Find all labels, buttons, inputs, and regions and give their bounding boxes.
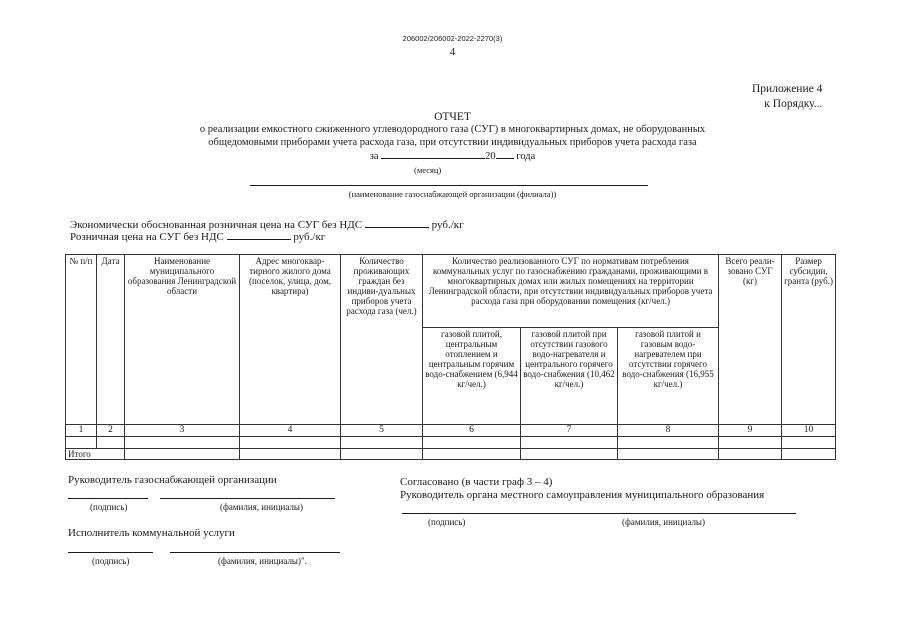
economic-price-line bbox=[70, 219, 464, 231]
table-cell[interactable] bbox=[618, 437, 719, 449]
col-number-4: 4 bbox=[240, 425, 341, 437]
head-name-line[interactable] bbox=[160, 498, 335, 499]
head-signature-line[interactable] bbox=[68, 498, 148, 499]
head-name-caption: (фамилия, инициалы) bbox=[220, 502, 303, 512]
retail-price-blank[interactable] bbox=[227, 231, 291, 240]
col-header-date: Дата bbox=[97, 255, 125, 425]
municipal-signature-caption: (подпись) bbox=[428, 517, 466, 527]
col-header-stove-central: газовой плитой, центральным отоплением и центральным горячим водо-снабжением (6,944 кг/чел.) bbox=[423, 328, 521, 425]
economic-price-unit: руб./кг bbox=[431, 219, 464, 231]
table-cell[interactable] bbox=[97, 437, 125, 449]
table-number-row bbox=[66, 425, 836, 437]
head-signature-title: Руководитель газоснабжающей организации bbox=[68, 474, 277, 486]
report-table bbox=[65, 254, 836, 460]
col-header-address: Адрес многоквар-тирного жилого дома (поселок, улица, дом, квартира) bbox=[240, 255, 341, 425]
table-cell[interactable] bbox=[782, 437, 836, 449]
table-total-row bbox=[66, 449, 836, 460]
table-cell[interactable] bbox=[719, 437, 782, 449]
year-blank[interactable] bbox=[496, 150, 514, 159]
report-heading: ОТЧЕТ bbox=[434, 111, 471, 123]
col-number-3: 3 bbox=[125, 425, 240, 437]
municipal-signature-line[interactable] bbox=[402, 513, 796, 514]
report-period bbox=[0, 150, 905, 163]
table-cell[interactable] bbox=[719, 449, 782, 460]
table-cell[interactable] bbox=[66, 437, 97, 449]
org-caption: (наименование газоснабжающей организации (филиала)) bbox=[348, 189, 557, 199]
table-cell[interactable] bbox=[125, 449, 240, 460]
executor-name-line[interactable] bbox=[170, 552, 340, 553]
retail-price-label: Розничная цена на СУГ без НДС bbox=[70, 231, 224, 243]
table-cell[interactable] bbox=[341, 437, 423, 449]
col-number-9: 9 bbox=[719, 425, 782, 437]
table-cell[interactable] bbox=[125, 437, 240, 449]
table-cell[interactable] bbox=[782, 449, 836, 460]
executor-signature-line[interactable] bbox=[68, 552, 153, 553]
retail-price-line bbox=[70, 231, 325, 243]
table-row bbox=[66, 437, 836, 449]
retail-price-unit: руб./кг bbox=[293, 231, 326, 243]
municipal-name-caption: (фамилия, инициалы) bbox=[622, 517, 705, 527]
period-year: 20 bbox=[485, 151, 496, 162]
report-subtitle-line-1: о реализации емкостного сжиженного углеводородного газа (СУГ) в многоквартирных домах, не оборудованных bbox=[199, 124, 706, 135]
period-prefix: за bbox=[369, 151, 379, 162]
col-header-stove-heater: газовой плитой и газовым водо-нагревателем при отсутствии горячего водо-снабжения (16,955 кг/чел.) bbox=[618, 328, 719, 425]
col-header-residents: Количество проживающих граждан без индиви-дуальных приборов учета расхода газа (чел.) bbox=[341, 255, 423, 425]
executor-signature-caption: (подпись) bbox=[92, 556, 130, 566]
table-cell[interactable] bbox=[341, 449, 423, 460]
table-cell[interactable] bbox=[423, 449, 521, 460]
col-number-5: 5 bbox=[341, 425, 423, 437]
agreed-title: Согласовано (в части граф 3 – 4) bbox=[400, 476, 553, 488]
table-header-row-1 bbox=[66, 255, 836, 328]
report-subtitle-line-2: общедомовыми приборами учета расхода газа, при отсутствии индивидуальных приборов учета расхода газа bbox=[208, 137, 697, 148]
col-header-subsidy: Размер субсидии, гранта (руб.) bbox=[782, 255, 836, 425]
col-number-7: 7 bbox=[521, 425, 618, 437]
col-header-municipality: Наименование муниципального образования Ленинградской области bbox=[125, 255, 240, 425]
table-cell[interactable] bbox=[240, 437, 341, 449]
col-number-8: 8 bbox=[618, 425, 719, 437]
table-cell[interactable] bbox=[521, 437, 618, 449]
col-number-10: 10 bbox=[782, 425, 836, 437]
document-number: 206002/206002-2022-2270(3) bbox=[402, 34, 503, 43]
head-signature-caption: (подпись) bbox=[90, 502, 128, 512]
col-header-stove-no-heater: газовой плитой при отсутствии газового водо-нагревателя и центрального горячего водо-снабжения (10,462 кг/чел.) bbox=[521, 328, 618, 425]
total-label: Итого bbox=[66, 449, 125, 460]
period-suffix: года bbox=[516, 151, 536, 162]
table-cell[interactable] bbox=[240, 449, 341, 460]
col-header-group: Количество реализованного СУГ по нормативам потребления коммунальных услуг по газоснабжению гражданами, проживающими в многоквартирных домах или жилых помещениях на территории Ленинградской области, при отсутствии индивидуальных приборов учета расхода газа при оборудовании помещения (кг/чел.) bbox=[423, 255, 719, 328]
economic-price-label: Экономически обоснованная розничная цена на СУГ без НДС bbox=[70, 219, 363, 231]
month-blank[interactable] bbox=[381, 150, 485, 159]
appendix-label bbox=[752, 82, 822, 112]
executor-name-caption: (фамилия, инициалы)". bbox=[218, 556, 307, 566]
month-caption: (месяц) bbox=[414, 165, 442, 175]
table-cell[interactable] bbox=[618, 449, 719, 460]
municipal-head-title: Руководитель органа местного самоуправления муниципального образования bbox=[400, 489, 765, 501]
economic-price-blank[interactable] bbox=[365, 219, 429, 228]
org-name-line[interactable] bbox=[250, 185, 648, 186]
col-header-total-sold: Всего реали-зовано СУГ (кг) bbox=[719, 255, 782, 425]
page-number: 4 bbox=[449, 46, 456, 58]
executor-signature-title: Исполнитель коммунальной услуги bbox=[68, 527, 235, 539]
col-number-6: 6 bbox=[423, 425, 521, 437]
col-header-number: № п/п bbox=[66, 255, 97, 425]
table-cell[interactable] bbox=[521, 449, 618, 460]
col-number-2: 2 bbox=[97, 425, 125, 437]
table-cell[interactable] bbox=[423, 437, 521, 449]
appendix-line-2: к Порядку... bbox=[764, 98, 823, 110]
col-number-1: 1 bbox=[66, 425, 97, 437]
appendix-line-1: Приложение 4 bbox=[752, 83, 823, 95]
